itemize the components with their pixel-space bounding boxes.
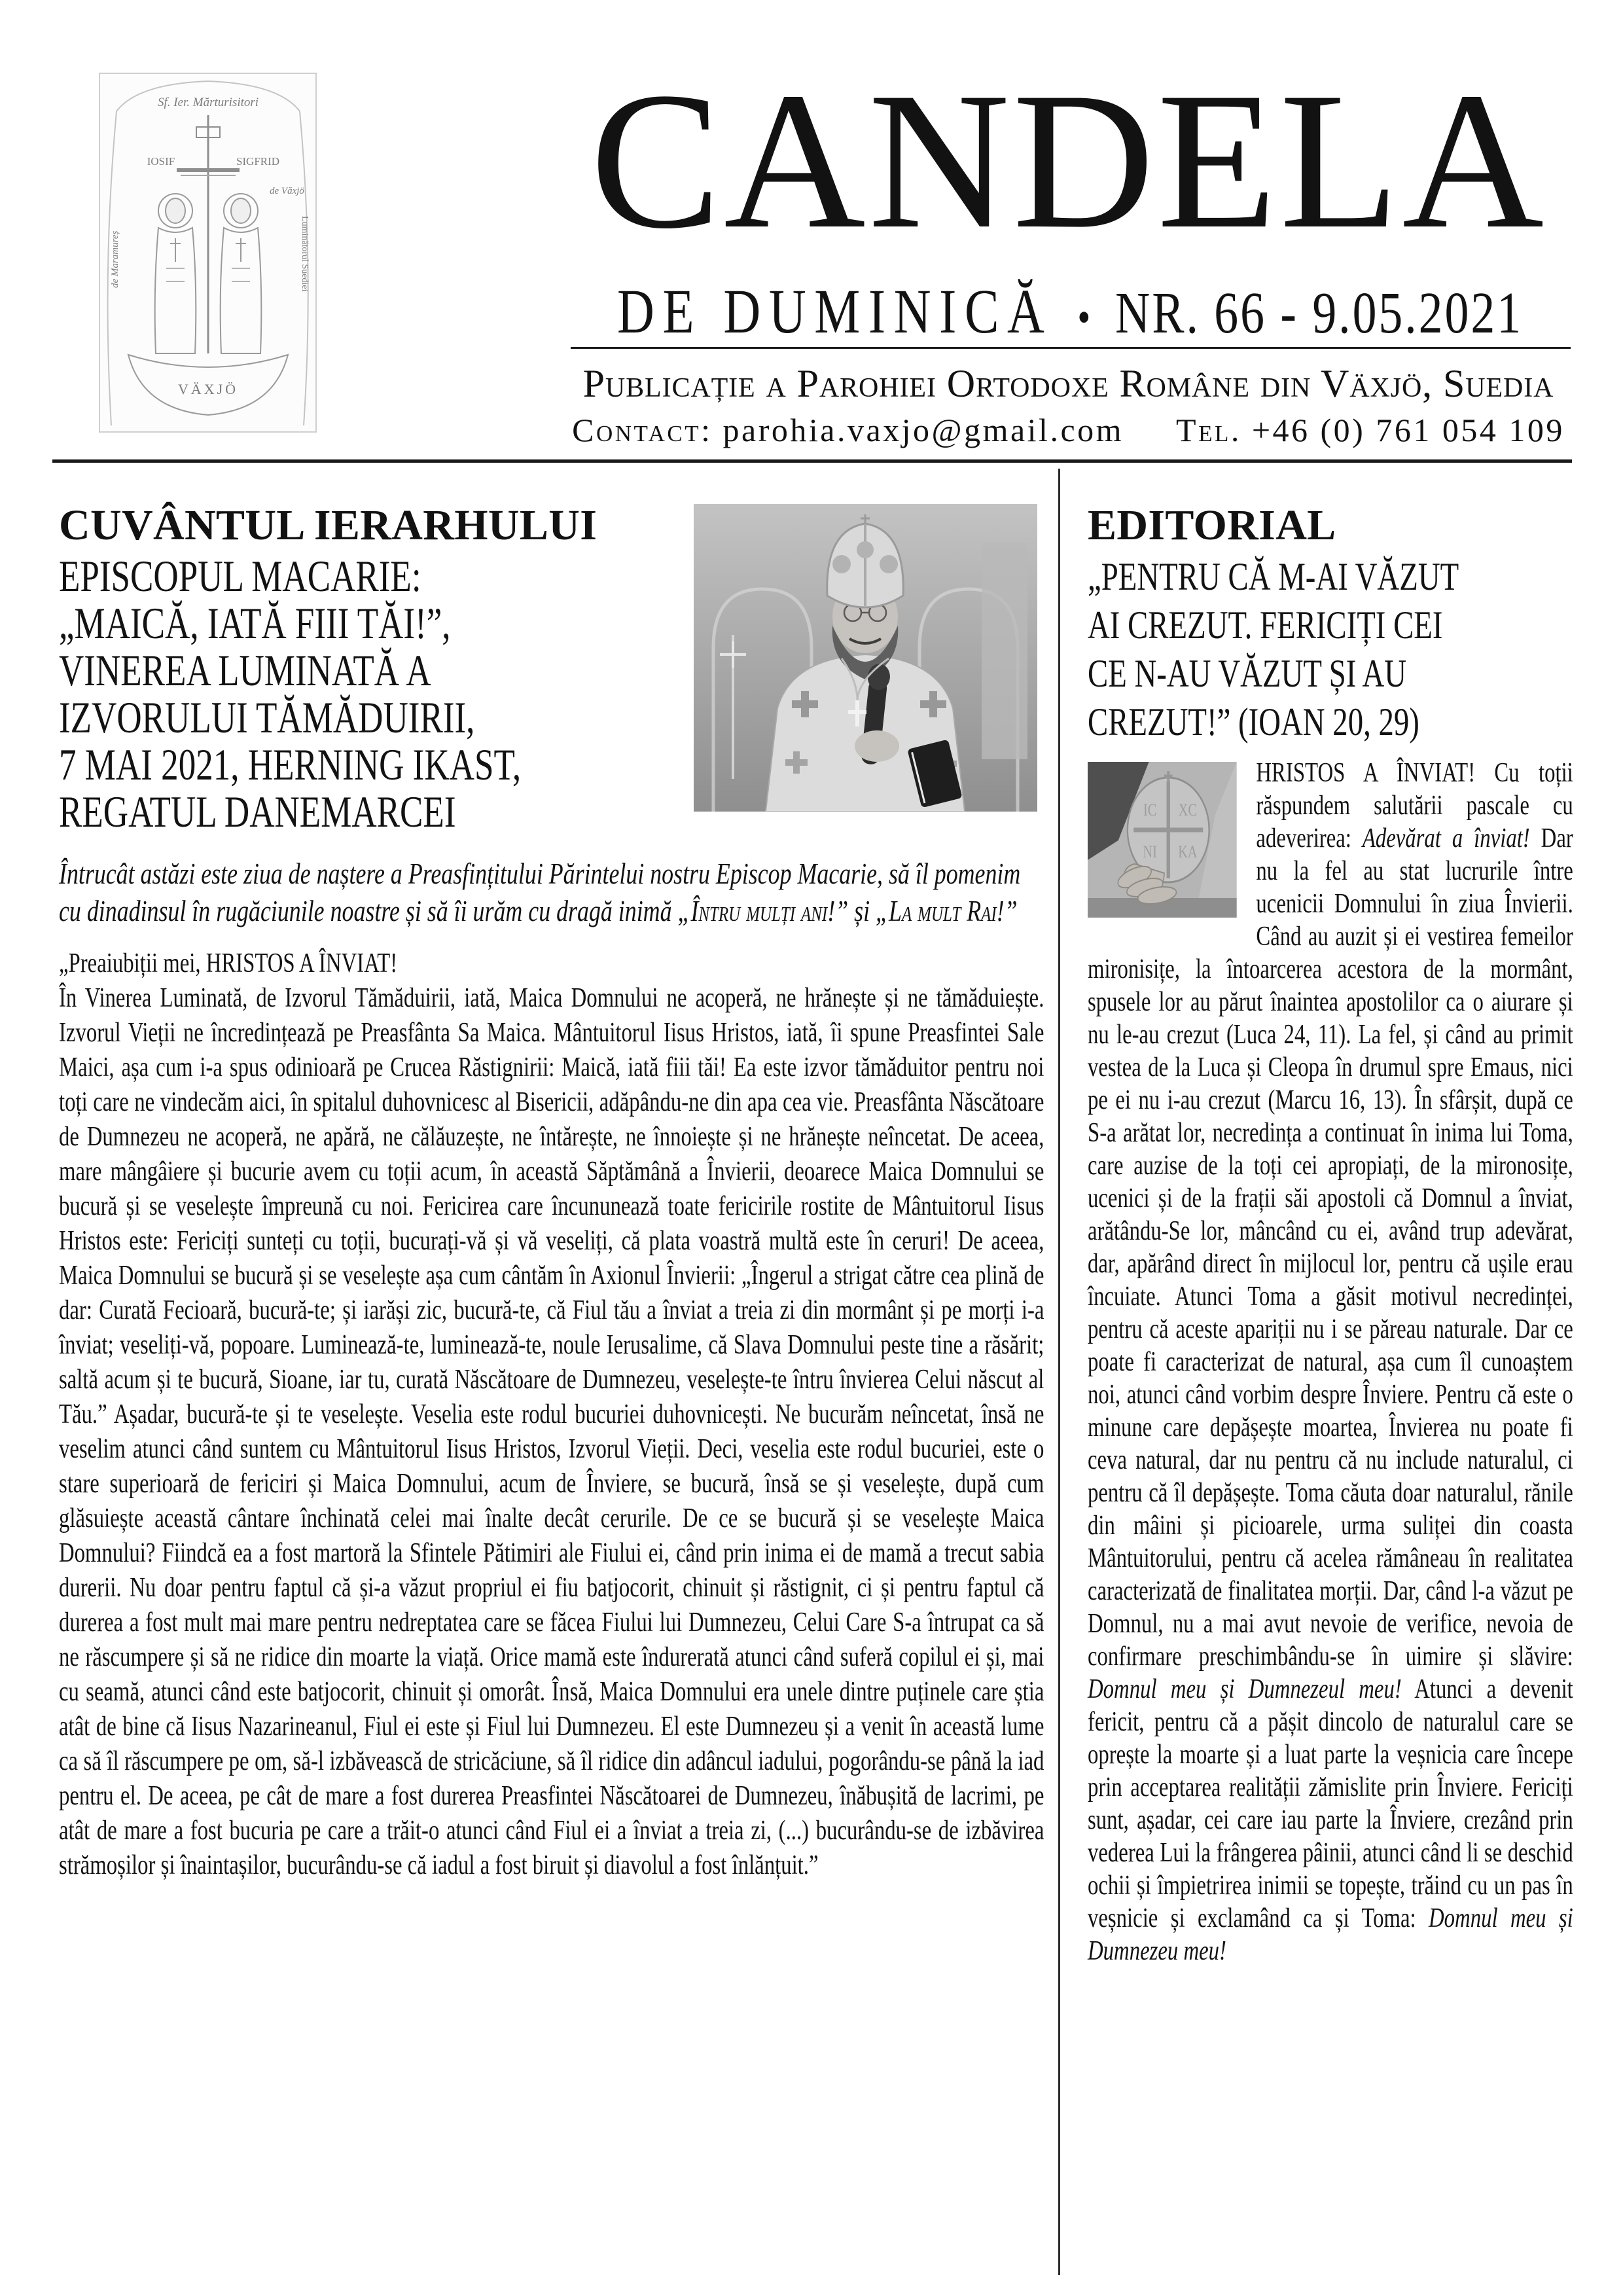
inscription-ic: IC	[1143, 800, 1157, 820]
left-article-body	[59, 946, 1044, 1883]
headline-line: IZVORULUI TĂMĂDUIRII,	[59, 692, 475, 742]
masthead-title: CANDELA	[590, 52, 1547, 269]
logo-right-column: Luminătorul Suediei	[300, 216, 310, 292]
logo-boat-label: VÄXJÖ	[177, 381, 239, 397]
headline-line: „MAICĂ, IATĂ FIII TĂI!”,	[59, 598, 451, 648]
left-article-opening-line: „Preaiubiții mei, HRISTOS A ÎNVIAT!	[59, 948, 398, 978]
right-article-body	[1088, 757, 1573, 1967]
headline-line: VINEREA LUMINATĂ A	[59, 645, 431, 695]
logo-top-label: Sf. Ier. Mărturisitori	[157, 96, 259, 109]
logo-name-left: IOSIF	[147, 155, 175, 168]
left-article-text: În Vinerea Luminată, de Izvorul Tămăduirii, iată, Maica Domnului ne acoperă, ne hrănește și ne tămăduiește. Izvorul Vieții ne încredințează pe Preasfânta Sa Maica. Mântuitorul Iisus Hristos, iată, îi spune Preasfintei Sale Maici, așa cum i-a spus odinioară pe Crucea Răstignirii: Maică, iată fiii tăi! Ea este izvor tămăduitor pentru noi toți care ne vindecăm aici, în spitalul duhovnicesc al Bisericii, adăpându-ne din apa cea vie. Preasfânta Născătoare de Dumnezeu ne acoperă, ne apără, ne călăuzește, ne întărește, ne înnoiește și ne hrănește neîncetat. De aceea, mare mângâiere și bucurie avem cu toții acum, în această Săptămână a Învierii, deoarece Maica Domnului se bucură și se veselește împreună cu noi. Fericirea care încununează toate fericirile rostite de Mântuitorul Iisus Hristos este: Fericiți sunteți cu toții, bucurați-vă și vă veseliți, că plata voastră multă este în ceruri! De aceea, Maica Domnului se bucură și se veselește așa cum cântăm în Axionul Învierii: „Îngerul a strigat către cea plină de dar: Curată Fecioară, bucură-te; și iarăși zic, bucură-te, că Fiul tău a înviat a treia zi din mormânt și pe morți i-a înviat; veseliți-vă, popoare. Luminează-te, luminează-te, noule Ierusalime, că Slava Domnului peste tine a răsărit; saltă acum și te bucură, Sioane, iar tu, curată Născătoare de Dumnezeu, veselește-te întru învierea Celui născut al Tău.” Așadar, bucură-te și te veselește. Veselia este rodul bucuriei duhovnicești. Ne bucurăm neîncetat, însă ne veselim atunci când suntem cu Mântuitorul Iisus Hristos, Izvorul Vieții. Deci, veselia este rodul bucuriei, este o stare superioară de fericiri și Maica Domnului, acum de Înviere, se bucură, însă se și veselește, după cum glăsuiește această cântare închinată celei mai înalte decât cerurile. De ce se bucură și se veselește Maica Domnului? Fiindcă ea a fost martoră la Sfintele Pătimiri ale Fiului ei, când prin inima ei de mamă a trecut sabia durerii. Nu doar pentru faptul că și-a văzut propriul ei fiu batjocorit, chinuit și răstignit, ci și pentru faptul că durerea a fost mult mai mare pentru nedreptatea care se făcea Fiului lui Dumnezeu, Celui Care S-a întrupat ca să ne răscumpere și să ne ridice din moarte la viață. Orice mamă este îndurerată atunci când suferă copilul ei și, mai cu seamă, atunci când este batjocorit, chinuit și omorât. Însă, Maica Domnului era unele dintre puținele care știa atât de bine că Iisus Nazarineanul, Fiul ei este și Fiul lui Dumnezeu. El este Dumnezeu și a venit în această lume ca să îl răscumpere pe om, să-l izbăvească de stricăciune, să îl ridice din adâncul iadului, pogorându-se până la iad pentru el. De aceea, pe cât de mare a fost durerea Preasfintei Născătoarei de Dumnezeu, înăbușită de lacrimi, pe atât de mare a fost bucuria pe care a trăit-o atunci când Fiul ei a înviat a treia zi, (...) bucurându-se de izbăvirea strămoșilor și înaintașilor, bucurându-se că iadul a fost biruit și diavolul a fost înlănțuit.”	[59, 983, 1044, 1880]
masthead-bottom-rule	[52, 459, 1572, 463]
hand-holding-prosphora-illustration	[1088, 762, 1237, 918]
issue-number: NR. 66 - 9.05.2021	[1115, 281, 1524, 346]
masthead-thin-rule	[571, 347, 1571, 349]
right-article	[1088, 499, 1573, 1967]
headline-line: 7 MAI 2021, HERNING IKAST,	[59, 740, 522, 789]
right-article-headline	[1088, 552, 1573, 746]
left-article-headline	[59, 552, 681, 835]
left-article-kicker: CUVÂNTUL IERARHULUI	[59, 501, 597, 549]
saints-iosif-sigfrid-drawing	[98, 72, 317, 433]
contact-label: Contact:	[572, 412, 713, 448]
logo-name-right: SIGFRID	[236, 155, 280, 168]
contact-email: parohia.vaxjo@gmail.com	[722, 412, 1124, 448]
prosphora-icon-photo	[1088, 762, 1237, 918]
inscription-ka: KA	[1178, 842, 1198, 862]
headline-line: AI CREZUT. FERICIȚI CEI	[1088, 603, 1443, 647]
contact-line	[563, 411, 1574, 449]
masthead-edition-line	[569, 275, 1571, 348]
headline-line: CE N-AU VĂZUT ȘI AU	[1088, 652, 1407, 695]
headline-line: REGATUL DANEMARCEI	[59, 787, 456, 836]
bullet-separator: •	[1077, 293, 1091, 343]
left-article-intro: Întrucât astăzi este ziua de naștere a Preasfințitului Părintelui nostru Episcop Macarie, să îl pomenim cu dinadinsul în rugăciunile noastre și să îi urăm cu dragă inimă „Întru mulți ani!” și „La mult Rai!”	[59, 857, 1021, 927]
left-article	[59, 499, 1044, 1883]
logo-side-left: de Maramureș	[110, 230, 120, 288]
headline-line: EPISCOPUL MACARIE:	[59, 551, 421, 601]
edition-name: DE DUMINICĂ	[617, 276, 1053, 346]
headline-line: CREZUT!” (IOAN 20, 29)	[1088, 700, 1419, 744]
right-article-kicker: EDITORIAL	[1088, 501, 1336, 549]
logo-side-right: de Văxjö	[270, 186, 304, 196]
headline-line: „PENTRU CĂ M-AI VĂZUT	[1088, 555, 1459, 598]
contact-telephone: Tel. +46 (0) 761 054 109	[1176, 412, 1565, 448]
right-article-text: HRISTOS A ÎNVIAT! Cu toții răspundem salutării pascale cu adeverirea: Adevărat a înviat! Dar nu la fel au stat lucrurile între ucenicii Domnului în ziua Învierii. Când au auzit și ei vestirea femeilor mironisițe, la întoarcerea acestora de la mormânt, spusele lor au părut înaintea apostolilor ca o aiurare și nu le-au crezut (Luca 24, 11). La fel, și când au primit vestea de la Luca și Cleopa în drumul spre Emaus, nici pe ei nu i-au crezut (Marcu 16, 13). În sfârșit, după ce S-a arătat lor, necredința a continuat în inima lui Toma, care auzise de la toți cei apropiați, de la mironosițe, ucenici și de la frații săi apostoli că Domnul a înviat, arătându-Se lor, mâncând cu ei, având trup adevărat, dar, apărând direct în mijlocul lor, pentru că ușile erau încuiate. Atunci Toma a găsit motivul necredinței, pentru că aceste apariții nu i se păreau naturale. Dar ce poate fi caracterizat de natural, așa cum îl cunoaștem noi, atunci când vorbim despre Înviere. Pentru că este o minune care depășește moartea, Învierea nu poate fi ceva natural, dar nu pentru că nu include naturalul, ci pentru că îl depășește. Toma căuta doar naturalul, rănile din mâini și picioarele, urma suliței din coasta Mântuitorului, pentru că acelea rămâneau în realitatea caracterizată de finalitatea morții. Dar, când l-a văzut pe Domnul, nu a mai avut nevoie de verifice, nevoia de confirmare preschimbându-se în uimire și slăvire: Domnul meu și Dumnezeul meu! Atunci a devenit fericit, pentru că a pășit dincolo de naturalul care se oprește la moarte și a luat parte la veșnicia care începe prin acceptarea realității zămislite prin Înviere. Fericiți sunt, așadar, cei care iau parte la Înviere, crezând prin vederea Lui la frângerea pâinii, atunci când li se deschid ochii și împietrirea inimii se topește, trăind cu un pas în veșnicie și exclamând ca și Toma: Domnul meu și Dumnezeu meu!	[1088, 758, 1573, 1966]
inscription-xc: XC	[1178, 800, 1197, 820]
inscription-ni: NI	[1143, 842, 1157, 862]
column-divider-rule	[1058, 469, 1060, 2275]
parish-logo-sketch	[98, 72, 317, 433]
publication-line: Publicație a Parohiei Ortodoxe Române din Växjö, Suedia	[582, 362, 1554, 405]
